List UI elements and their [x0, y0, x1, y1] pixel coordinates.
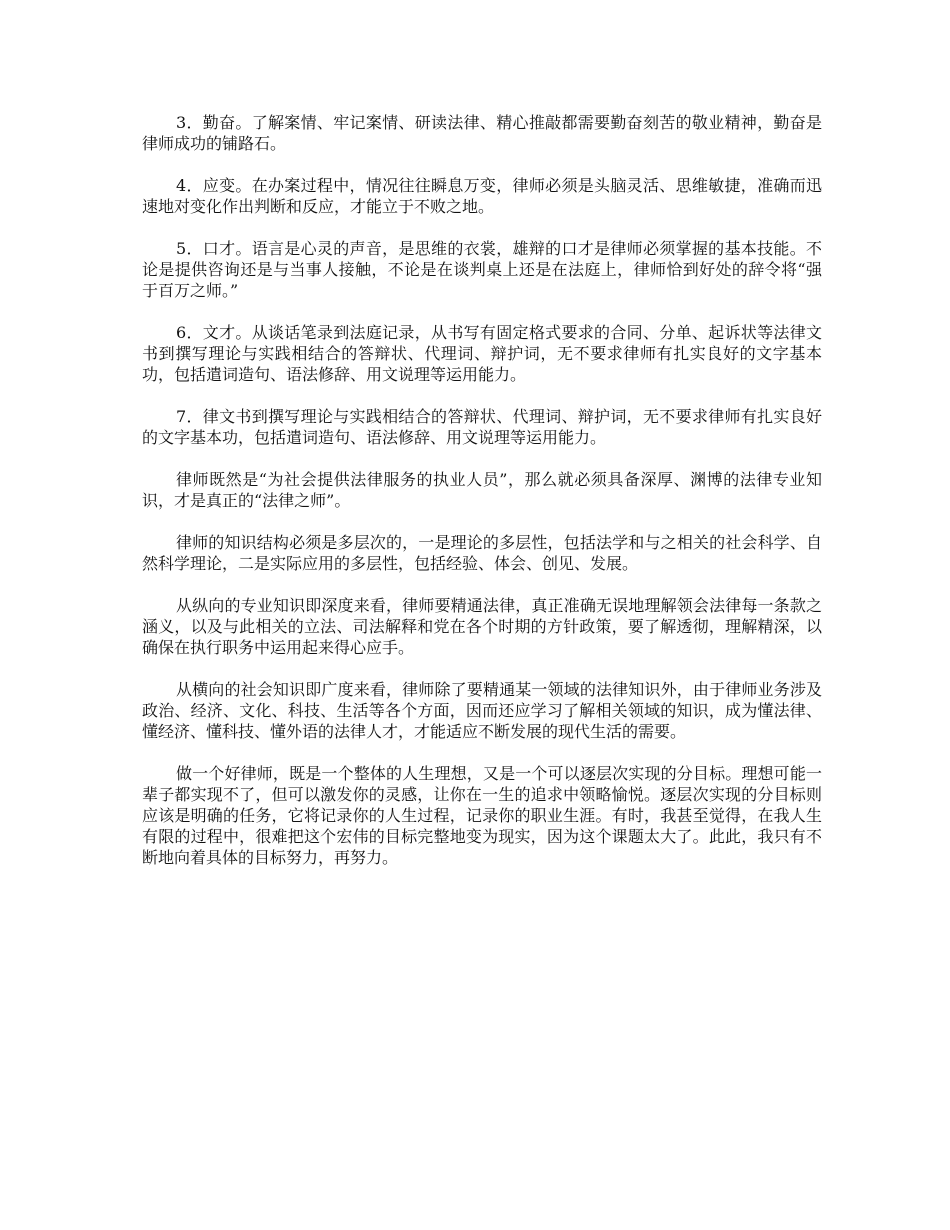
paragraph-knowledge-structure: 律师的知识结构必须是多层次的，一是理论的多层性，包括法学和与之相关的社会科学、自然科学理论，二是实际应用的多层性，包括经验、体会、创见、发展。: [142, 533, 822, 573]
paragraph-writing-skill: 6．文才。从谈话笔录到法庭记录，从书写有固定格式要求的合同、分单、起诉状等法律文书到撰写理论与实践相结合的答辩状、代理词、辩护词，无不要求律师有扎实良好的文字基本功，包括遣词造句、语法修辞、用文说理等运用能力。: [142, 323, 822, 384]
paragraph-adaptability: 4．应变。在办案过程中，情况往往瞬息万变，律师必须是头脑灵活、思维敏捷，准确而迅速地对变化作出判断和反应，才能立于不败之地。: [142, 176, 822, 216]
paragraph-legal-documents: 7．律文书到撰写理论与实践相结合的答辩状、代理词、辩护词，无不要求律师有扎实良好的文字基本功，包括遣词造句、语法修辞、用文说理等运用能力。: [142, 407, 822, 447]
paragraph-breadth-knowledge: 从横向的社会知识即广度来看，律师除了要精通某一领域的法律知识外，由于律师业务涉及政治、经济、文化、科技、生活等各个方面，因而还应学习了解相关领域的知识，成为懂法律、懂经济、懂科技、懂外语的法律人才，才能适应不断发展的现代生活的需要。: [142, 680, 822, 741]
paragraph-diligence: 3．勤奋。了解案情、牢记案情、研读法律、精心推敲都需要勤奋刻苦的敬业精神，勤奋是律师成功的铺路石。: [142, 113, 822, 153]
paragraph-depth-knowledge: 从纵向的专业知识即深度来看，律师要精通法律，真正准确无误地理解领会法律每一条款之涵义，以及与此相关的立法、司法解释和党在各个时期的方针政策，要了解透彻，理解精深，以确保在执行职务中运用起来得心应手。: [142, 596, 822, 657]
document-body: [142, 112, 822, 889]
paragraph-eloquence: 5．口才。语言是心灵的声音，是思维的衣裳，雄辩的口才是律师必须掌握的基本技能。不论是提供咨询还是与当事人接触，不论是在谈判桌上还是在法庭上，律师恰到好处的辞令将“强于百万之师。”: [142, 239, 822, 300]
paragraph-professional-knowledge: 律师既然是“为社会提供法律服务的执业人员”，那么就必须具备深厚、渊博的法律专业知识，才是真正的“法律之师”。: [142, 470, 822, 510]
paragraph-good-lawyer: 做一个好律师，既是一个整体的人生理想，又是一个可以逐层次实现的分目标。理想可能一辈子都实现不了，但可以激发你的灵感，让你在一生的追求中领略愉悦。逐层次实现的分目标则应该是明确的任务，它将记录你的人生过程，记录你的职业生涯。有时，我甚至觉得，在我人生有限的过程中，很难把这个宏伟的目标完整地变为现实，因为这个课题太大了。此此，我只有不断地向着具体的目标努力，再努力。: [142, 764, 822, 867]
